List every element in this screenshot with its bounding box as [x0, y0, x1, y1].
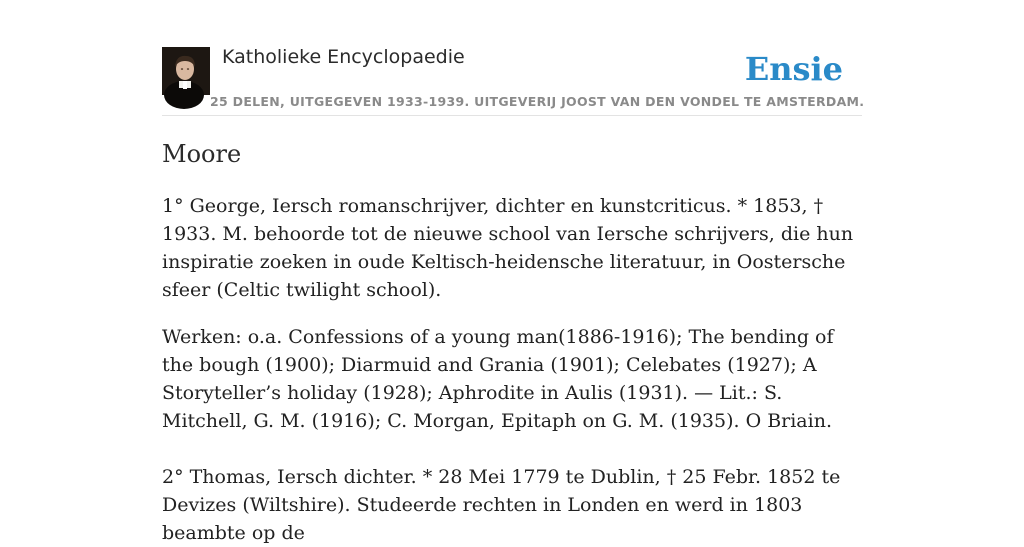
portrait-graphic	[162, 47, 210, 95]
publication-title[interactable]: Katholieke Encyclopaedie	[222, 46, 465, 68]
article-paragraph: 2° Thomas, Iersch dichter. * 28 Mei 1779 te Dublin, † 25 Febr. 1852 te Devizes (Wiltshire). Studeerde rechten in Londen en werd in 1803 beambte op de	[162, 466, 841, 544]
publication-subtitle: 25 DELEN, UITGEGEVEN 1933-1939. UITGEVERIJ JOOST VAN DEN VONDEL TE AMSTERDAM.	[210, 94, 865, 109]
site-header	[162, 44, 865, 116]
brand-logo-link[interactable]: Ensie	[744, 50, 843, 88]
portrait-avatar-icon	[162, 47, 210, 95]
article-title: Moore	[162, 140, 242, 168]
article-paragraph: Werken: o.a. Confessions of a young man(1886-1916); The bending of the bough (1900); Diarmuid and Grania (1901); Celebates (1927); A Storyteller’s holiday (1928); Aphrodite in Aulis (1931). — Lit.: S. Mitchell, G. M. (1916); C. Morgan, Epitaph on G. M. (1935). O Briain.	[162, 326, 834, 432]
article-paragraph: 1° George, Iersch romanschrijver, dichter en kunstcriticus. * 1853, † 1933. M. behoorde tot de nieuwe school van Iersche schrijvers, die hun inspiratie zoeken in oude Keltisch-heidensche literatuur, in Oostersche sfeer (Celtic twilight school).	[162, 195, 854, 301]
article	[162, 138, 862, 547]
article-body	[162, 192, 862, 547]
